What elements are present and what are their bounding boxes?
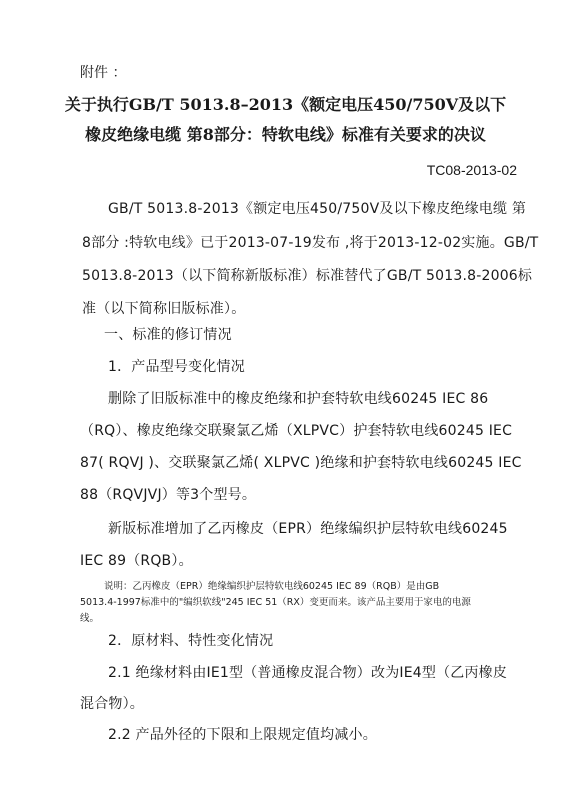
deleted-line-2: （RQ）、橡皮绝缘交联聚氯乙烯（XLPVC）护套特软电线60245 IEC xyxy=(80,423,513,439)
para-2-1-line-1: 2.1 绝缘材料由IE1型（普通橡皮混合物）改为IE4型（乙丙橡皮 xyxy=(108,665,508,681)
note-line-3: 线。 xyxy=(80,613,100,624)
intro-line-3: 5013.8-2013（以下简称新版标准）标准替代了GB/T 5013.8-2006标 xyxy=(82,268,533,284)
section-heading-revision: 一、标准的修订情况 xyxy=(104,327,232,343)
title-line-1: 关于执行GB/T 5013.8–2013《额定电压450/750V及以下 xyxy=(64,95,507,114)
added-line-2: IEC 89（RQB）。 xyxy=(80,553,193,569)
para-2-1-line-2: 混合物）。 xyxy=(80,696,144,712)
added-line-1: 新版标准增加了乙丙橡皮（EPR）绝缘编织护层特软电线60245 xyxy=(108,521,508,537)
annex-label: 附件 ： xyxy=(80,65,127,81)
deleted-line-4: 88（RQVJVJ）等3个型号。 xyxy=(80,487,257,503)
note-line-1: 说明：乙丙橡皮（EPR）绝缘编织护层特软电线60245 IEC 89（RQB）是由GB xyxy=(104,581,440,592)
intro-line-1: GB/T 5013.8-2013《额定电压450/750V及以下橡皮绝缘电缆 第 xyxy=(108,201,527,217)
deleted-line-3: 87( RQVJ )、交联聚氯乙烯( XLPVC )绝缘和护套特软电线60245 IEC xyxy=(80,455,522,471)
title-line-2: 橡皮绝缘电缆 第8部分：特软电线》标准有关要求的决议 xyxy=(85,125,486,144)
note-line-2: 5013.4-1997标准中的"编织软线"245 IEC 51（RX）变更而来。该产品主要用于家电的电源 xyxy=(80,597,471,608)
intro-line-4: 准（以下简称旧版标准）。 xyxy=(82,301,246,317)
subsection-model-changes: 1．产品型号变化情况 xyxy=(108,359,245,375)
subsection-materials: 2．原材料、特性变化情况 xyxy=(108,633,274,649)
deleted-line-1: 删除了旧版标准中的橡皮绝缘和护套特软电线60245 IEC 86 xyxy=(108,391,489,407)
para-2-2: 2.2 产品外径的下限和上限规定值均减小。 xyxy=(108,727,377,743)
intro-line-2: 8部分 :特软电线》已于2013-07-19发布 ,将于2013-12-02实施。GB/T xyxy=(82,235,539,251)
document-code: TC08-2013-02 xyxy=(426,162,517,178)
